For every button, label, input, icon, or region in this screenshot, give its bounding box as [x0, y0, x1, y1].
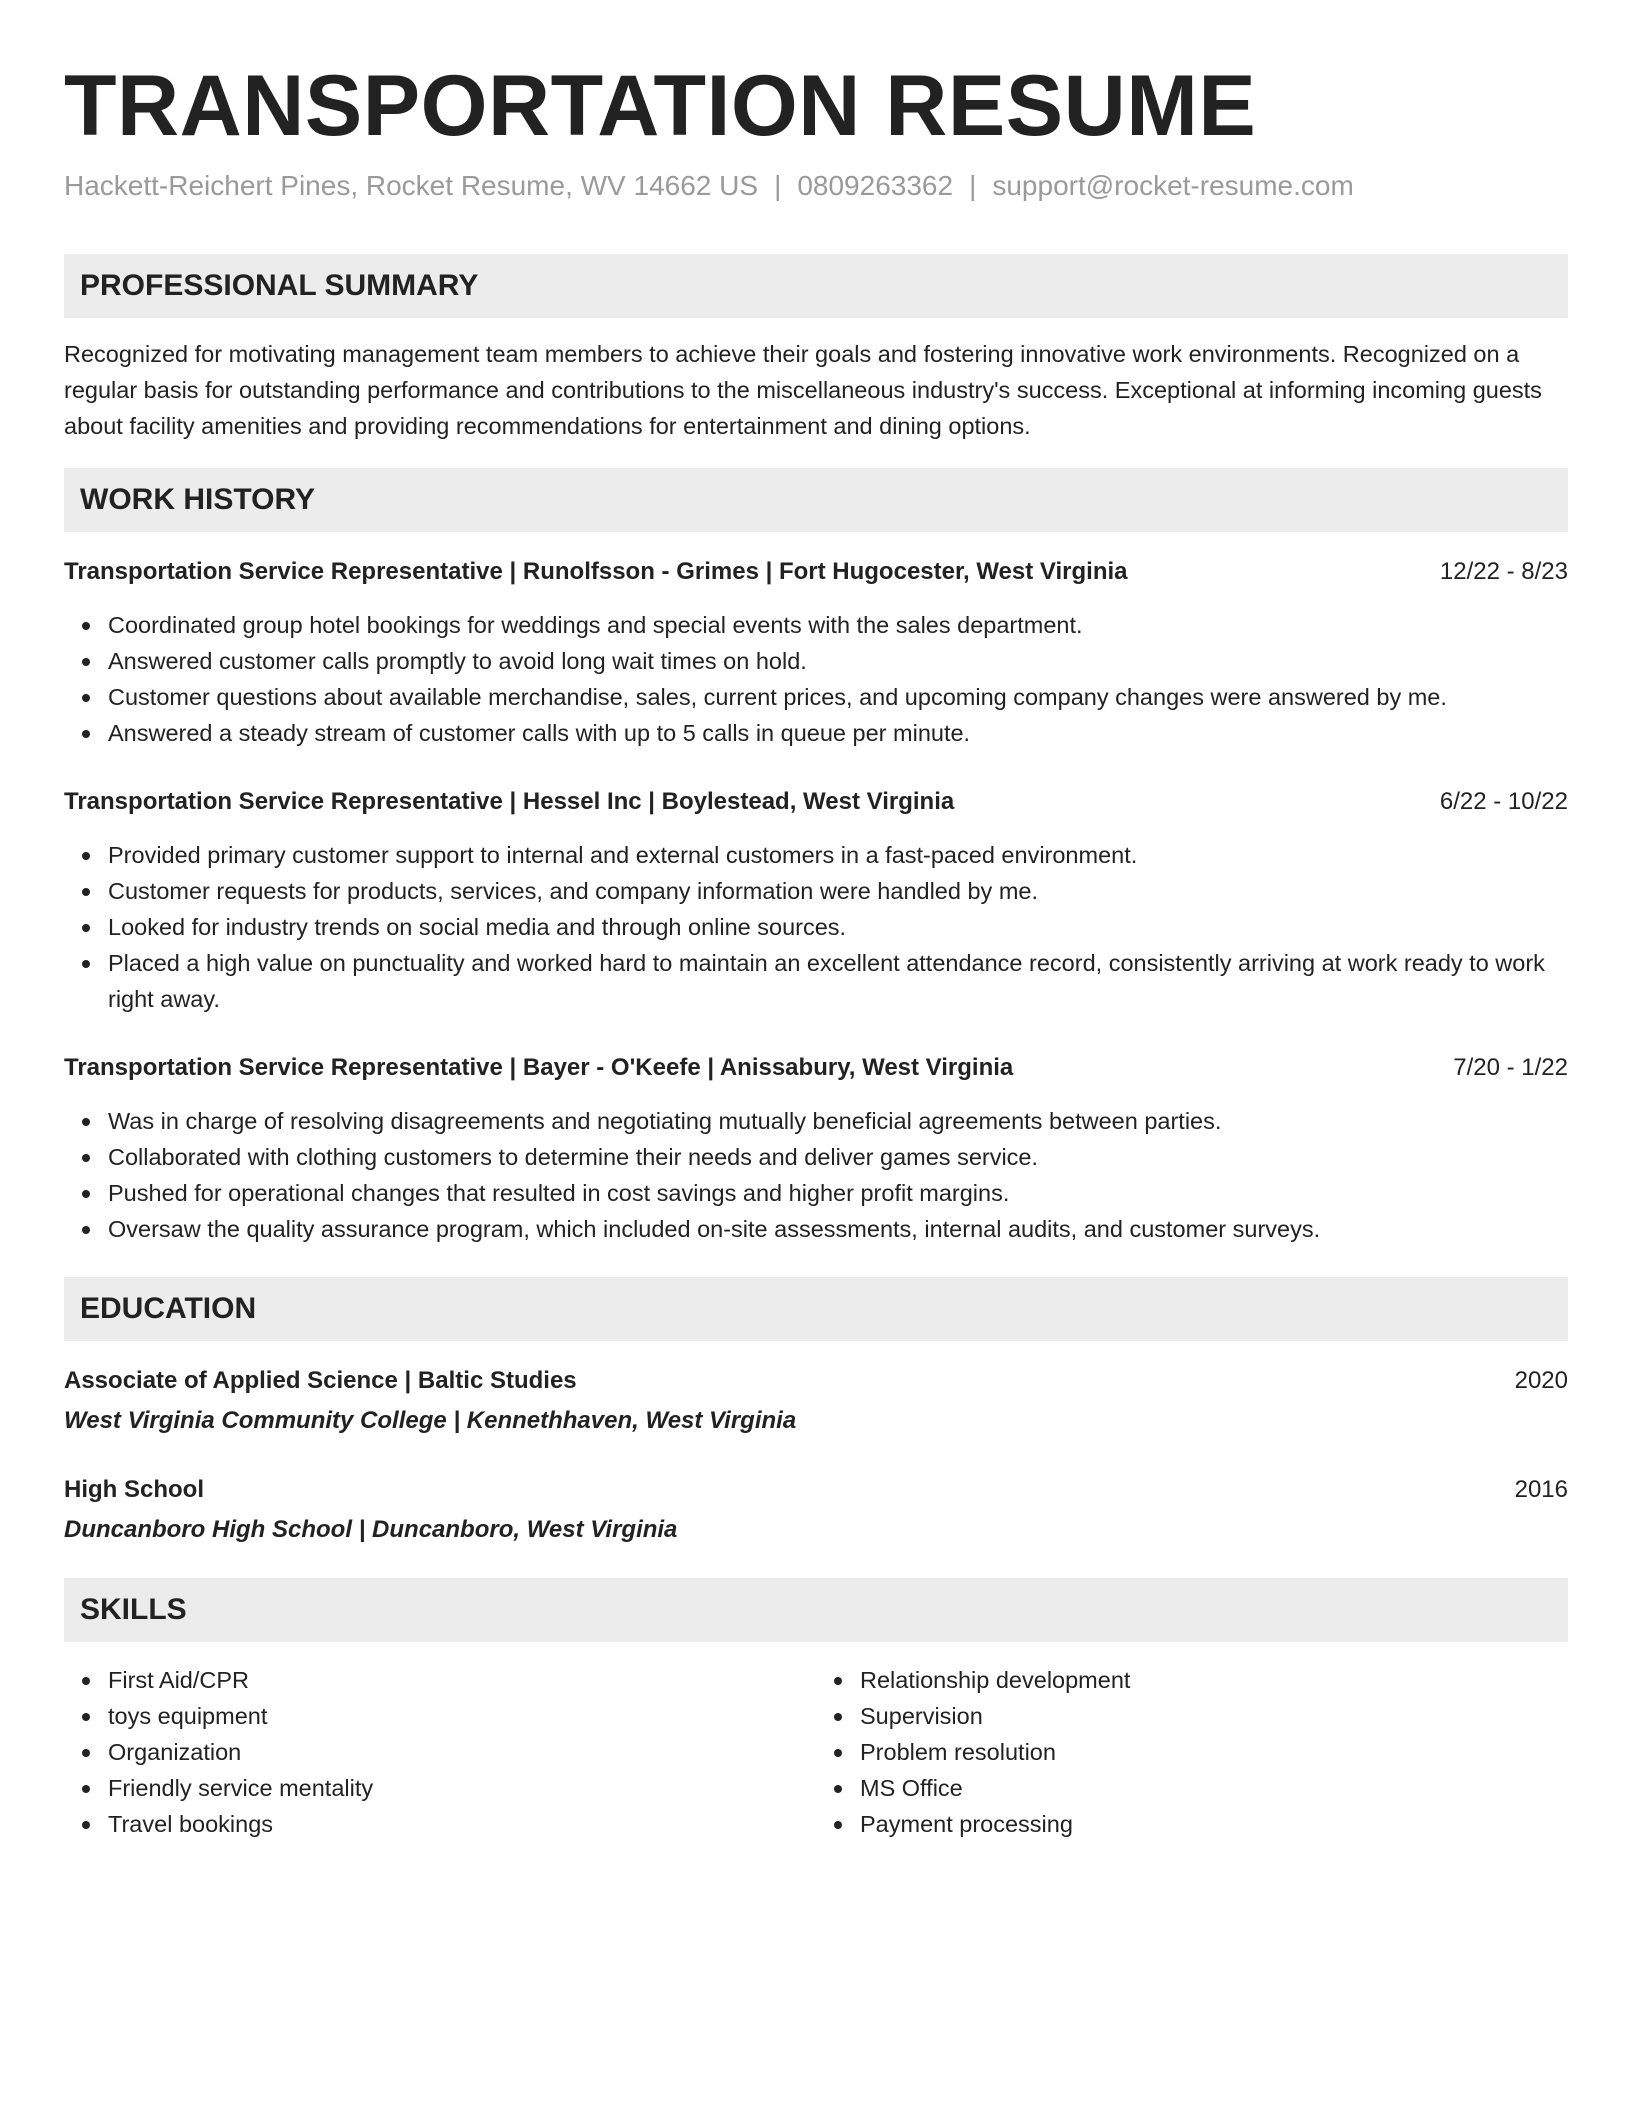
job-entry: [64, 554, 1568, 751]
education-school: Duncanboro High School | Duncanboro, West Virginia: [64, 1516, 678, 1543]
job-dates: 7/20 - 1/22: [1453, 1054, 1568, 1081]
job-bullets: [64, 837, 1568, 1017]
contact-phone: 0809263362: [797, 170, 954, 201]
job-title: Transportation Service Representative | Runolfsson - Grimes | Fort Hugocester, West Virginia: [64, 558, 1128, 585]
list-item: Provided primary customer support to internal and external customers in a fast-paced environment.: [64, 837, 1568, 873]
section-heading-summary: PROFESSIONAL SUMMARY: [64, 254, 1568, 318]
job-title: Transportation Service Representative | Bayer - O'Keefe | Anissabury, West Virginia: [64, 1054, 1014, 1081]
job-header: [64, 784, 1568, 820]
list-item: Coordinated group hotel bookings for weddings and special events with the sales department.: [64, 607, 1568, 643]
education-degree: High School: [64, 1476, 204, 1503]
list-item: Relationship development: [816, 1662, 1568, 1698]
education-header: [64, 1472, 1568, 1508]
job-header: [64, 1050, 1568, 1086]
list-item: Organization: [64, 1734, 816, 1770]
list-item: Supervision: [816, 1698, 1568, 1734]
contact-email: support@rocket-resume.com: [992, 170, 1354, 201]
contact-line: [64, 168, 1568, 204]
list-item: MS Office: [816, 1770, 1568, 1806]
section-heading-education: EDUCATION: [64, 1277, 1568, 1341]
list-item: Was in charge of resolving disagreements and negotiating mutually beneficial agreements between parties.: [64, 1103, 1568, 1139]
job-dates: 12/22 - 8/23: [1439, 558, 1568, 585]
education-year: 2016: [1514, 1476, 1568, 1503]
list-item: Friendly service mentality: [64, 1770, 816, 1806]
summary-text: Recognized for motivating management team members to achieve their goals and fostering innovative work environments. Recognized on a regular basis for outstanding performance and contributions to the miscellaneous industry's success. Exceptional at informing incoming guests about facility amenities and providing recommendations for entertainment and dining options.: [64, 341, 1542, 439]
list-item: toys equipment: [64, 1698, 816, 1734]
job-bullets: [64, 607, 1568, 751]
education-year: 2020: [1514, 1367, 1568, 1394]
list-item: Oversaw the quality assurance program, which included on-site assessments, internal audits, and customer surveys.: [64, 1211, 1568, 1247]
list-item: Payment processing: [816, 1806, 1568, 1842]
job-bullets: [64, 1103, 1568, 1247]
job-dates: 6/22 - 10/22: [1439, 788, 1568, 815]
contact-separator: |: [774, 170, 782, 201]
section-heading-work-history: WORK HISTORY: [64, 468, 1568, 532]
skills-column-left: [64, 1662, 816, 1842]
education-entry: [64, 1363, 1568, 1439]
list-item: Problem resolution: [816, 1734, 1568, 1770]
list-item: Collaborated with clothing customers to determine their needs and deliver games service.: [64, 1139, 1568, 1175]
section-heading-skills: SKILLS: [64, 1578, 1568, 1642]
contact-address: Hackett-Reichert Pines, Rocket Resume, WV 14662 US: [64, 170, 759, 201]
list-item: Travel bookings: [64, 1806, 816, 1842]
list-item: Looked for industry trends on social media and through online sources.: [64, 909, 1568, 945]
skills-column-right: [816, 1662, 1568, 1842]
work-history-list: [64, 554, 1568, 1247]
list-item: Customer requests for products, services, and company information were handled by me.: [64, 873, 1568, 909]
list-item: Pushed for operational changes that resulted in cost savings and higher profit margins.: [64, 1175, 1568, 1211]
job-title: Transportation Service Representative | Hessel Inc | Boylestead, West Virginia: [64, 788, 955, 815]
list-item: Placed a high value on punctuality and worked hard to maintain an excellent attendance record, consistently arriving at work ready to work right away.: [64, 945, 1568, 1017]
contact-separator: |: [969, 170, 977, 201]
education-header: [64, 1363, 1568, 1399]
job-entry: [64, 784, 1568, 1017]
skills-list: [64, 1662, 1568, 1842]
list-item: Answered a steady stream of customer calls with up to 5 calls in queue per minute.: [64, 715, 1568, 751]
list-item: Answered customer calls promptly to avoid long wait times on hold.: [64, 643, 1568, 679]
resume-title: TRANSPORTATION RESUME: [64, 58, 1257, 154]
list-item: First Aid/CPR: [64, 1662, 816, 1698]
list-item: Customer questions about available merchandise, sales, current prices, and upcoming company changes were answered by me.: [64, 679, 1568, 715]
education-list: [64, 1363, 1568, 1548]
education-school: West Virginia Community College | Kennethhaven, West Virginia: [64, 1407, 797, 1434]
job-header: [64, 554, 1568, 590]
education-entry: [64, 1472, 1568, 1548]
job-entry: [64, 1050, 1568, 1247]
education-degree: Associate of Applied Science | Baltic Studies: [64, 1367, 577, 1394]
